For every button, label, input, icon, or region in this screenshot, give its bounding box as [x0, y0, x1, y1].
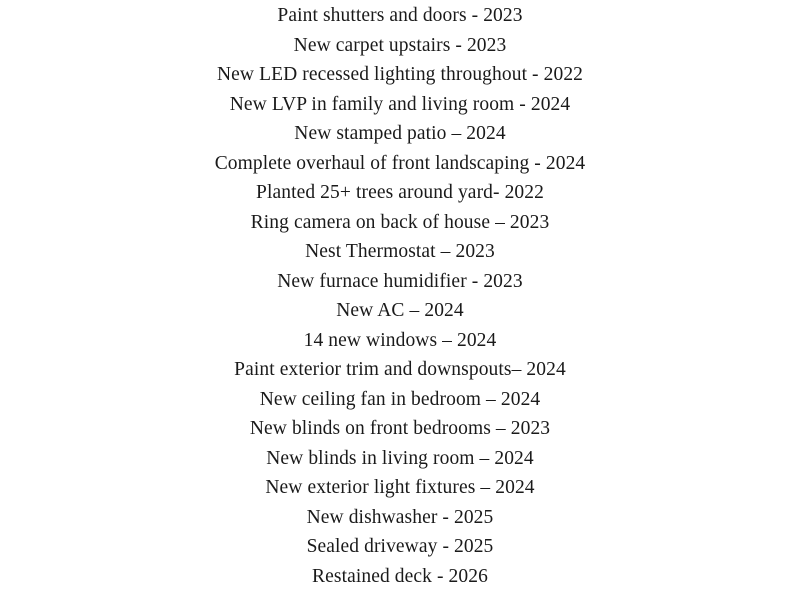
list-item: Paint exterior trim and downspouts– 2024 [234, 359, 566, 380]
list-item: New blinds on front bedrooms – 2023 [249, 418, 551, 439]
list-item: New furnace humidifier - 2023 [277, 270, 523, 292]
list-item: Ring camera on back of house – 2023 [250, 211, 550, 233]
improvements-list [0, 1, 800, 591]
list-item: New AC – 2024 [336, 300, 464, 321]
list-item: Sealed driveway - 2025 [306, 536, 494, 557]
list-item: New LVP in family and living room - 2024 [229, 93, 571, 115]
list-item: Planted 25+ trees around yard- 2022 [256, 182, 544, 203]
list-item: Complete overhaul of front landscaping - 2024 [214, 152, 586, 174]
list-item: Nest Thermostat – 2023 [305, 241, 495, 262]
list-item: New LED recessed lighting throughout - 2022 [216, 64, 584, 85]
list-item: New stamped patio – 2024 [294, 123, 506, 144]
list-item: New ceiling fan in bedroom – 2024 [259, 388, 541, 410]
list-item: Restained deck - 2026 [312, 565, 488, 587]
list-item: 14 new windows – 2024 [303, 329, 497, 351]
list-item: New carpet upstairs - 2023 [293, 34, 507, 56]
list-item: New dishwasher - 2025 [306, 506, 494, 528]
list-item: Paint shutters and doors - 2023 [277, 5, 523, 26]
list-item: New exterior light fixtures – 2024 [265, 477, 535, 498]
list-item: New blinds in living room – 2024 [266, 447, 534, 469]
